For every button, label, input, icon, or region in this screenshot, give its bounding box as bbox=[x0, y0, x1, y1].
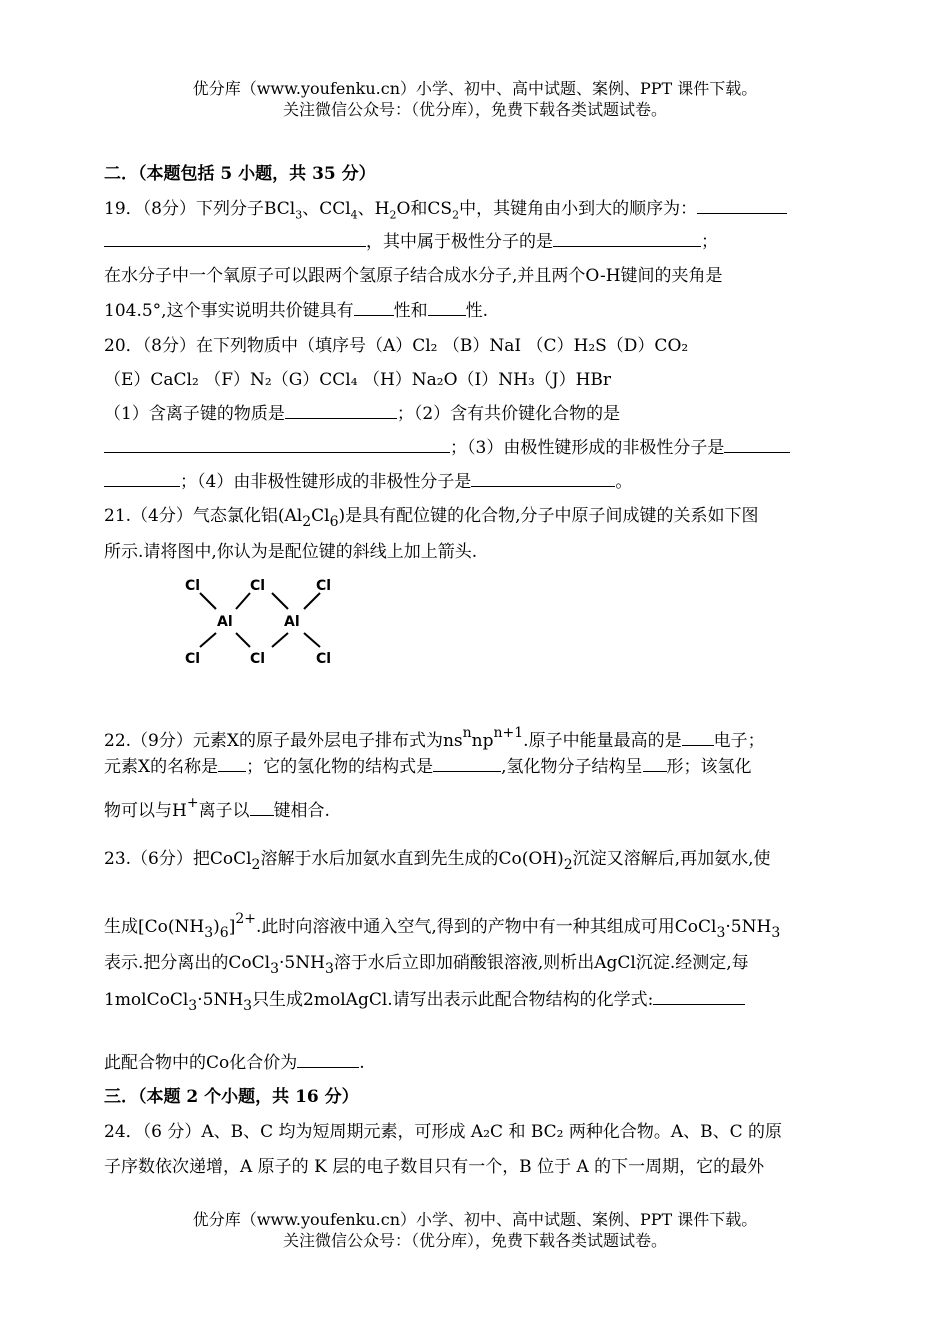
q19-blank-3[interactable] bbox=[553, 230, 701, 247]
atom-al: Al bbox=[217, 614, 233, 630]
q22-line-1: 22.（9分）元素X的原子最外层电子排布式为$ns^nnp^{n+1}$.原子中能量最高的是 电子； bbox=[104, 725, 765, 751]
q23-line-4: $1molCoCl_3\cdot 5NH_3$只生成2molAgCl.请写出表示此配合物结构的化学式: bbox=[104, 988, 846, 1018]
bond-line[interactable] bbox=[200, 593, 216, 609]
q19-blank-4[interactable] bbox=[354, 299, 394, 316]
bond-line[interactable] bbox=[272, 593, 288, 609]
atom-cl: Cl bbox=[185, 651, 201, 667]
q22-blank-5[interactable] bbox=[250, 799, 274, 816]
q19-line-3: 在水分子中一个氧原子可以跟两个氢原子结合成水分子,并且两个O-H键间的夹角是 bbox=[104, 266, 723, 286]
q20-line-1: 20．（8分）在下列物质中（填序号（A）Cl₂ （B）NaI （C）H₂S（D）CO₂ bbox=[104, 336, 689, 356]
q22-blank-4[interactable] bbox=[643, 755, 667, 772]
q21-line-2: 所示.请将图中,你认为是配位键的斜线上加上箭头. bbox=[104, 542, 478, 562]
bond-line[interactable] bbox=[304, 593, 320, 609]
q22-blank-1[interactable] bbox=[682, 729, 714, 746]
q20-line-4: ；（3）由极性键形成的非极性分子是 bbox=[104, 436, 846, 460]
atom-al: Al bbox=[284, 614, 300, 630]
q23-blank-1[interactable] bbox=[653, 988, 745, 1005]
q19-blank-2[interactable] bbox=[104, 230, 366, 247]
q20-blank-4[interactable] bbox=[471, 470, 615, 487]
q20-line-3: （1）含离子键的物质是 ；（2）含有共价键化合物的是 bbox=[104, 404, 621, 424]
atom-cl: Cl bbox=[316, 651, 332, 667]
header-line-2: 关注微信公众号：（优分库），免费下载各类试题试卷。 bbox=[282, 100, 667, 119]
q20-line-5: ；（4）由非极性键形成的非极性分子是 。 bbox=[104, 470, 846, 494]
q20-blank-3-cont[interactable] bbox=[104, 470, 180, 487]
q22-blank-2[interactable] bbox=[218, 755, 246, 772]
al2cl6-structure-diagram bbox=[180, 575, 350, 670]
q23-line-5: 此配合物中的Co化合价为 . bbox=[104, 1053, 365, 1073]
bond-line[interactable] bbox=[304, 633, 320, 647]
atom-cl: Cl bbox=[316, 578, 332, 594]
q20-line-2: （E）CaCl₂ （F）N₂（G）CCl₄ （H）Na₂O（I）NH₃（J）HBr bbox=[104, 370, 612, 390]
q22-line-2: 元素X的名称是 ；它的氢化物的结构式是 ,氢化物分子结构呈 形；该氢化 bbox=[104, 757, 752, 777]
atom-cl: Cl bbox=[250, 651, 266, 667]
footer-line-1: 优分库（www.youfenku.cn）小学、初中、高中试题、案例、PPT 课件下载。 bbox=[192, 1210, 758, 1229]
q20-blank-1[interactable] bbox=[285, 402, 397, 419]
page-footer bbox=[0, 1209, 950, 1251]
q20-blank-3[interactable] bbox=[724, 436, 790, 453]
q22-line-3: 物可以与H+离子以 键相合. bbox=[104, 795, 330, 821]
q19-line-1: 19．（8分）下列分子BCl$_3$、CCl$_4$、$H_2O$和$CS_2$中，其键角由小到大的顺序为： bbox=[104, 197, 846, 227]
q19-blank-1[interactable] bbox=[697, 197, 787, 214]
q22-blank-3[interactable] bbox=[433, 755, 501, 772]
q23-blank-2[interactable] bbox=[297, 1051, 359, 1068]
page-header bbox=[0, 78, 950, 120]
q24-line-2: 子序数依次递增，A 原子的 K 层的电子数目只有一个，B 位于 A 的下一周期，它的最外 bbox=[104, 1157, 765, 1177]
q23-line-1: 23.（6分）把CoCl$_2$溶解于水后加氨水直到先生成的$Co(OH)_2$沉淀又溶解后,再加氨水,使 bbox=[104, 849, 771, 873]
q19-line-2: ，其中属于极性分子的是 ； bbox=[104, 230, 846, 254]
bond-line[interactable] bbox=[272, 633, 288, 647]
q23-line-2: 生成$[Co(NH_3)_6]^{2+}$.此时向溶液中通入空气,得到的产物中有一种其组成可用$CoCl_3\cdot 5NH_3$ bbox=[104, 911, 781, 941]
atom-cl: Cl bbox=[185, 578, 201, 594]
bond-line[interactable] bbox=[236, 633, 250, 647]
q21-line-1: 21.（4分）气态氯化铝$(Al_2Cl_6)$是具有配位键的化合物,分子中原子间成键的关系如下图 bbox=[104, 506, 759, 530]
q23-line-3: 表示.把分离出的$CoCl_3\cdot 5NH_3$溶于水后立即加硝酸银溶液,则析出AgCl沉淀.经测定,每 bbox=[104, 953, 749, 977]
q20-blank-2[interactable] bbox=[104, 436, 450, 453]
section-2-title: 二．（本题包括 5 小题，共 35 分） bbox=[104, 164, 376, 184]
header-line-1: 优分库（www.youfenku.cn）小学、初中、高中试题、案例、PPT 课件下载。 bbox=[192, 79, 758, 98]
section-3-title: 三．（本题 2 个小题，共 16 分） bbox=[104, 1087, 359, 1107]
q24-line-1: 24．（6 分）A、B、C 均为短周期元素，可形成 A₂C 和 BC₂ 两种化合物。A、B、C 的原 bbox=[104, 1122, 783, 1142]
q19-line-4: 104.5°,这个事实说明共价键具有 性和 性. bbox=[104, 301, 488, 321]
footer-line-2: 关注微信公众号：（优分库），免费下载各类试题试卷。 bbox=[282, 1231, 667, 1250]
bond-line[interactable] bbox=[200, 633, 216, 647]
atom-cl: Cl bbox=[250, 578, 266, 594]
bond-line[interactable] bbox=[236, 593, 250, 609]
q19-blank-5[interactable] bbox=[428, 299, 466, 316]
